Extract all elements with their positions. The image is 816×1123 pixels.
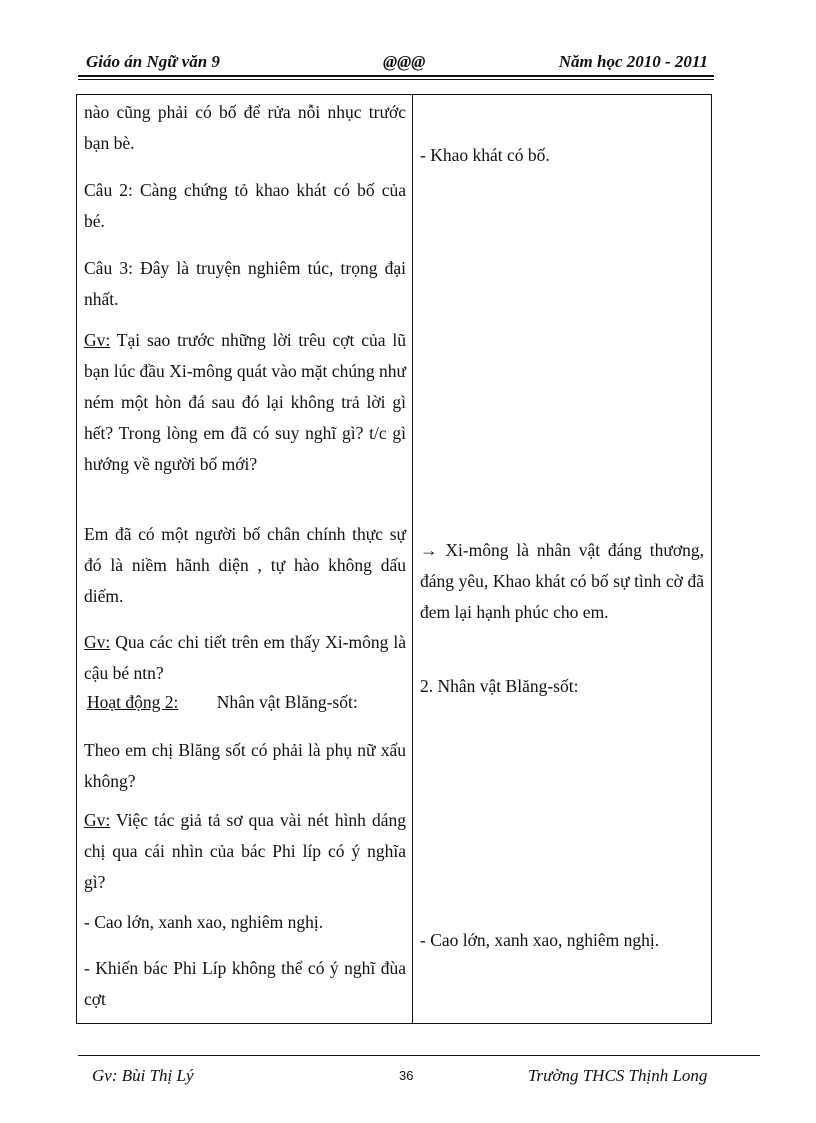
activity-heading bbox=[87, 687, 409, 718]
left-paragraph-9 bbox=[84, 805, 406, 898]
page-header bbox=[78, 50, 714, 76]
footer-teacher: Gv: Bùi Thị Lý bbox=[92, 1066, 194, 1085]
section-heading: 2. Nhân vật Blăng-sốt: bbox=[420, 676, 579, 696]
left-paragraph-6 bbox=[84, 627, 406, 689]
left-paragraph-11: - Khiến bác Phi Líp không thể có ý nghĩ đùa cợt bbox=[84, 958, 406, 1009]
footer-school: Trường THCS Thịnh Long bbox=[528, 1066, 708, 1085]
gv-question: Qua các chi tiết trên em thấy Xi-mông là cậu bé ntn? bbox=[84, 632, 406, 683]
header-rule bbox=[78, 75, 714, 77]
gv-label: Gv: bbox=[84, 632, 111, 652]
header-ornament: @@@ bbox=[383, 52, 426, 71]
gv-question: Tại sao trước những lời trêu cợt của lũ bạn lúc đầu Xi-mông quát vào mặt chúng như ném một hòn đá sau đó lại không trả lời gì hết? Trong lòng em đã có suy nghĩ gì? t/c gì hướng về người bố mới? bbox=[84, 330, 406, 474]
page-number: 36 bbox=[399, 1068, 414, 1083]
header-subject: Giáo án Ngữ văn 9 bbox=[86, 52, 220, 71]
right-paragraph-1: - Khao khát có bố. bbox=[420, 145, 550, 165]
lesson-table bbox=[76, 94, 712, 1024]
left-paragraph-10: - Cao lớn, xanh xao, nghiêm nghị. bbox=[84, 912, 324, 932]
left-paragraph-5: Em đã có một người bố chân chính thực sự đó là niềm hãnh diện , tự hào không dấu diếm. bbox=[84, 524, 406, 606]
header-school-year: Năm học 2010 - 2011 bbox=[558, 52, 708, 71]
right-paragraph-2: → Xi-mông là nhân vật đáng thương, đáng yêu, Khao khát có bố sự tình cờ đã đem lại hạnh phúc cho em. bbox=[420, 540, 704, 622]
left-paragraph-8: Theo em chị Blăng sốt có phải là phụ nữ xấu không? bbox=[84, 740, 406, 791]
right-paragraph-4: - Cao lớn, xanh xao, nghiêm nghị. bbox=[420, 930, 660, 950]
left-paragraph-3: Câu 3: Đây là truyện nghiêm túc, trọng đại nhất. bbox=[84, 258, 406, 309]
column-divider bbox=[412, 95, 413, 1023]
activity-title: Nhân vật Blăng-sốt: bbox=[216, 692, 358, 712]
footer-rule bbox=[78, 1055, 760, 1056]
left-paragraph-2: Câu 2: Càng chứng tỏ khao khát có bố của bé. bbox=[84, 180, 406, 231]
gv-label: Gv: bbox=[84, 330, 111, 350]
gv-label: Gv: bbox=[84, 810, 111, 830]
left-paragraph-4 bbox=[84, 325, 406, 480]
header-rule-thin bbox=[78, 79, 714, 80]
activity-label: Hoạt động 2: bbox=[87, 692, 179, 712]
left-paragraph-1: nào cũng phải có bố để rửa nỗi nhục trước bạn bè. bbox=[84, 102, 406, 153]
gv-question: Việc tác giả tả sơ qua vài nét hình dáng chị qua cái nhìn của bác Phi líp có ý nghĩa gì? bbox=[84, 810, 406, 892]
